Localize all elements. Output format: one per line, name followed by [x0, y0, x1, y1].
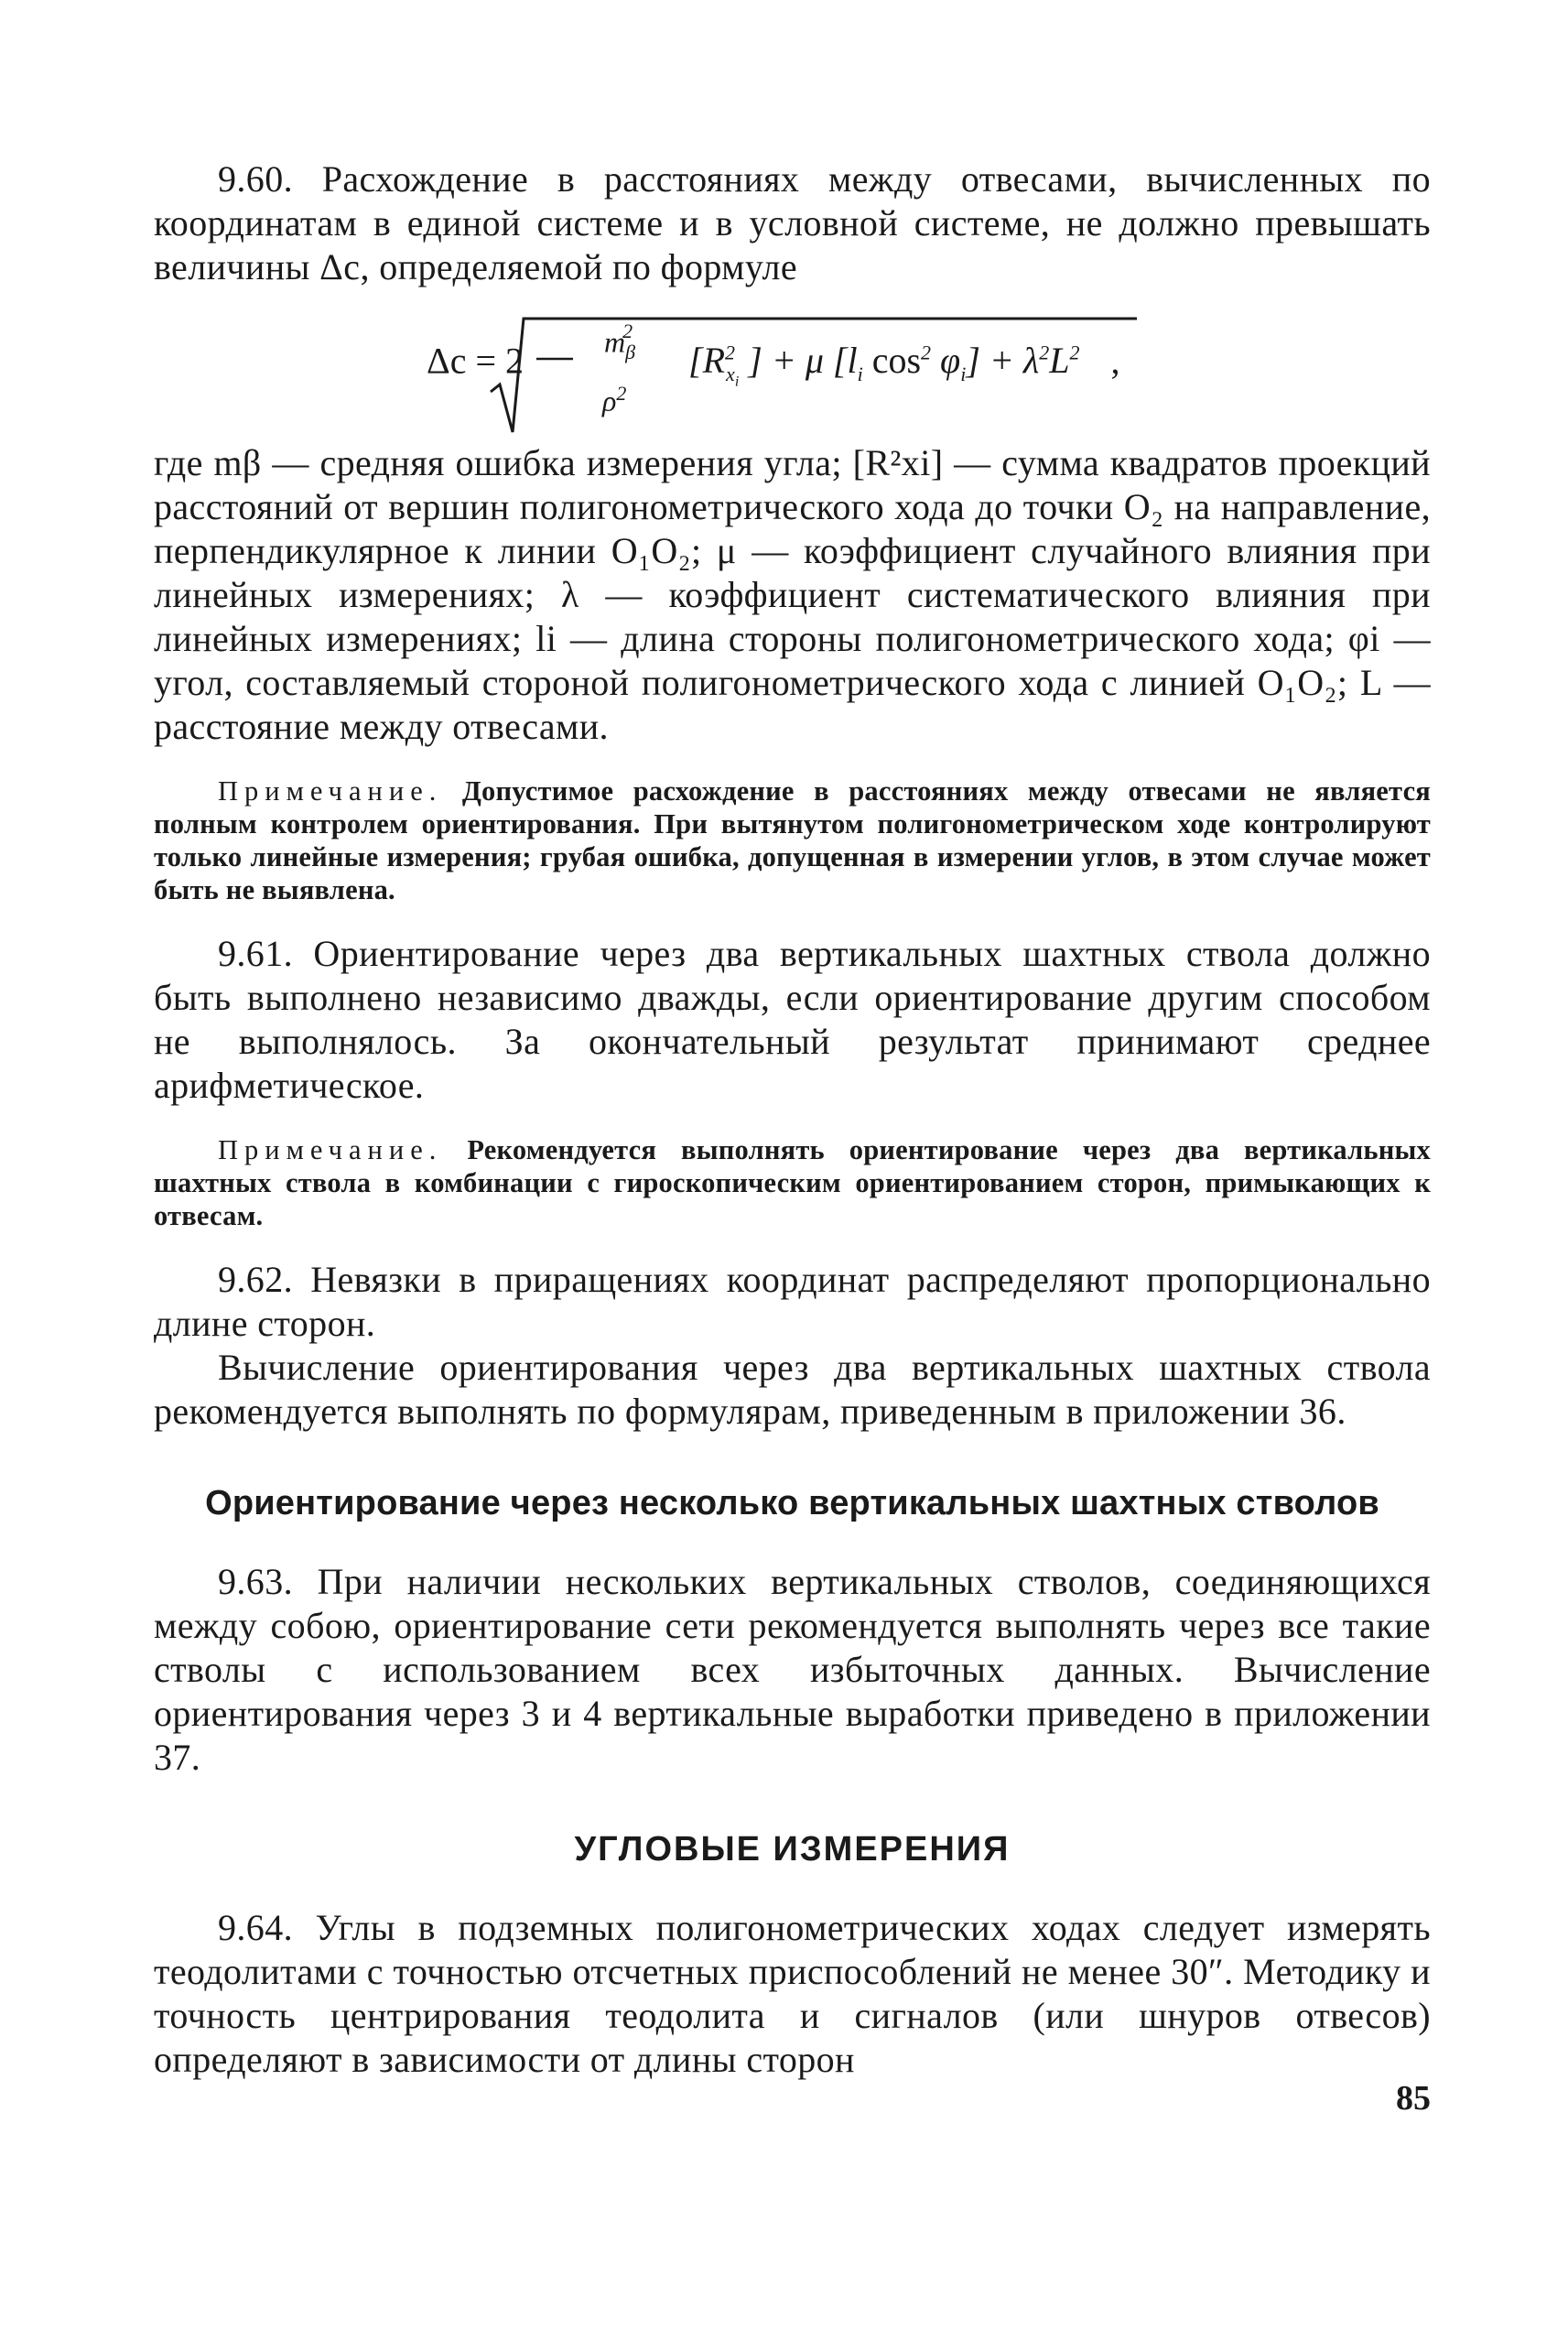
note-1-label: Примечание. — [218, 775, 443, 807]
formula-numerator: $m_\beta^2$ — [604, 320, 636, 364]
note-2-text: Рекомендуется выполнять ориентирование через два вертикальных шахтных ствола в комбинации с гироскопическим ориентированием сторон, примыкающих к отвесам. — [154, 1134, 1432, 1231]
formula-comma: , — [1110, 340, 1120, 382]
formula-delta-c — [154, 295, 1431, 441]
document-page — [154, 157, 1431, 2082]
note-2-label: Примечание. — [218, 1134, 443, 1165]
paragraph-9-60: 9.60. Расхождение в расстояниях между отвесами, вычисленных по координатам в единой системе и в условной системе, не должно превышать величины Δc, определяемой по формуле — [154, 158, 1431, 287]
note-1-text: Допустимое расхождение в расстояниях между отвесами не является полным контролем ориентирования. При вытянутом полигонометрическом ходе контролируют только линейные измерения; грубая ошибка, допущенная в измерении углов, в этом случае может быть не выявлена. — [154, 775, 1432, 905]
paragraph-9-63: 9.63. При наличии нескольких вертикальных стволов, соединяющихся между собою, ориентирование сети рекомендуется выполнять через все такие стволы с использованием всех избыточных данных. Вычисление ориентирования через 3 и 4 вертикальные выработки приведено в приложении 37. — [154, 1561, 1431, 1778]
formula-term3: + $\lambda^2L^2$ — [989, 340, 1080, 382]
page-number: 85 — [1396, 2079, 1431, 2118]
note-1 — [154, 775, 1431, 906]
section-heading-angular: УГЛОВЫЕ ИЗМЕРЕНИЯ — [574, 1830, 1011, 1869]
formula-term2: + μ [$l_i$ $\cos^2 \varphi_i$] — [771, 340, 980, 386]
formula-expression — [427, 320, 1120, 417]
note-2 — [154, 1133, 1431, 1232]
paragraph-9-61: 9.61. Ориентирование через два вертикальных шахтных ствола должно быть выполнено независимо дважды, если ориентирование другим способом не выполнялось. За окончательный результат принимают среднее арифметическое. — [154, 933, 1431, 1106]
formula-denominator: $\rho^2$ — [602, 382, 627, 417]
paragraph-9-60-where: где mβ — средняя ошибка измерения угла; [R²xi] — сумма квадратов проекций расстояний от вершин полигонометрического хода до точки O₂ на направление, перпендикулярное к линии O₁O₂; μ — коэффициент случайного влияния при линейных измерениях; λ — коэффициент систематического влияния при линейных измерениях; li — длина стороны полигонометрического хода; φi — угол, составляемый стороной полигонометрического хода с линией O₁O₂; L — расстояние между отвесами. — [154, 442, 1431, 747]
formula-term1: $[R^2_{x_i}]$ — [688, 340, 762, 390]
paragraph-9-62b: Вычисление ориентирования через два вертикальных шахтных ствола рекомендуется выполнять по формулярам, приведенным в приложении 36. — [154, 1347, 1431, 1432]
section-heading-orientation: Ориентирование через несколько вертикальных шахтных стволов — [205, 1484, 1379, 1522]
formula-lhs: Δc = 2 — [427, 340, 524, 382]
paragraph-9-64: 9.64. Углы в подземных полигонометрических ходах следует измерять теодолитами с точностью отсчетных приспособлений не менее 30″. Методику и точность центрирования теодолита и сигналов (или шнуров отвесов) определяют в зависимости от длины сторон — [154, 1907, 1431, 2080]
paragraph-9-62: 9.62. Невязки в приращениях координат распределяют пропорционально длине сторон. — [154, 1259, 1431, 1344]
